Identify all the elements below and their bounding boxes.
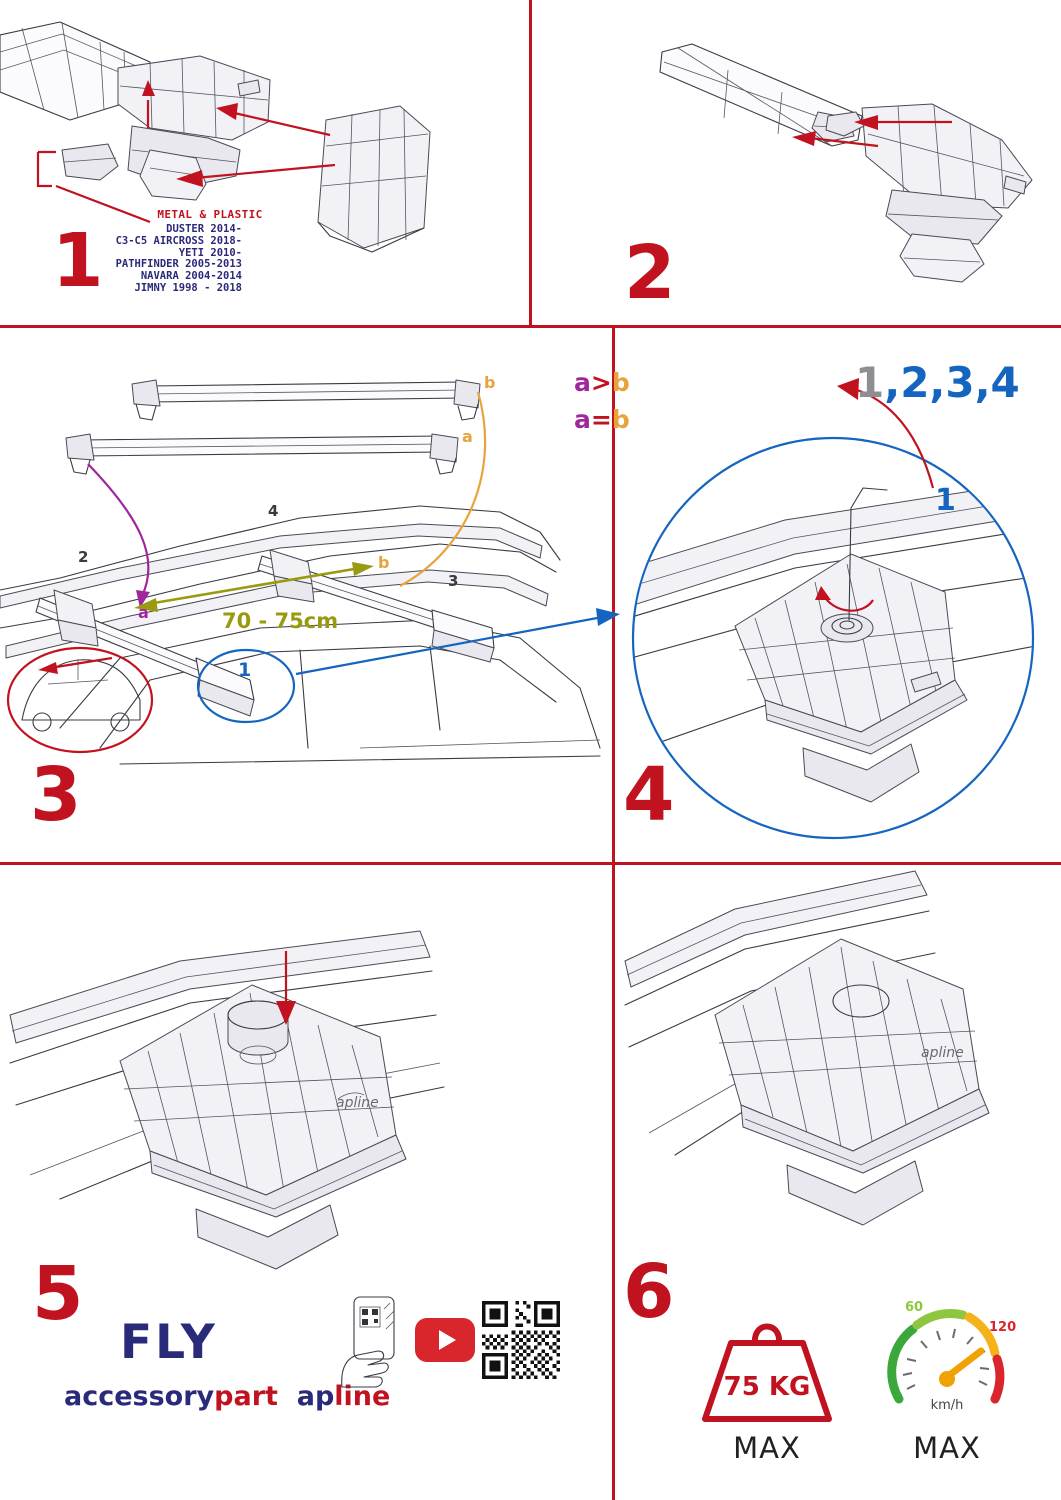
ratio-left: a: [574, 368, 591, 397]
step-5-panel: [0, 865, 612, 1500]
ratio-right: b: [611, 405, 630, 434]
brand-name: FLY: [120, 1315, 218, 1370]
brand-sub-part: part: [214, 1381, 278, 1412]
distance-label: 70 - 75cm: [222, 609, 339, 633]
step-3-panel: [0, 328, 612, 862]
label-b-top: b: [484, 373, 496, 392]
step-2-illustration: [532, 0, 1061, 325]
vehicle-item: DUSTER 2014-: [166, 223, 242, 235]
vehicle-item: JIMNY 1998 - 2018: [134, 281, 242, 294]
ratio-right: b: [611, 368, 630, 397]
ratio-op: >: [590, 368, 612, 397]
max-speed-label: MAX: [913, 1431, 981, 1465]
label-a-top: a: [462, 427, 473, 446]
step-1-panel: [0, 0, 529, 325]
step-number-2: 2: [624, 230, 676, 316]
gauge-unit: km/h: [930, 1398, 964, 1413]
step-3-illustration: [0, 328, 612, 862]
gauge-max-tick: 120: [989, 1320, 1017, 1335]
max-weight-value: 75 KG: [723, 1372, 811, 1402]
brand-embossed-logo: apline: [336, 1095, 379, 1111]
brand-embossed-logo: apline: [921, 1045, 964, 1061]
vehicle-item: C3-C5 AIRCROSS 2018-: [115, 234, 242, 247]
step-number-1: 1: [52, 218, 104, 304]
vehicle-item: YETI 2010-: [178, 246, 242, 259]
step-number-6: 6: [623, 1249, 675, 1335]
sequence-label: [855, 358, 1020, 407]
max-weight-icon: [697, 1303, 837, 1425]
bar-label-4: 4: [268, 502, 279, 520]
qr-scan-hand-icon: [334, 1295, 408, 1391]
gauge-min-tick: 60: [905, 1300, 924, 1315]
ratio-op: =: [590, 405, 612, 434]
step-number-5: 5: [32, 1251, 84, 1337]
step-4-illustration: [615, 328, 1061, 862]
bar-label-1: 1: [238, 659, 252, 681]
max-speed-gauge-icon: [877, 1291, 1017, 1427]
brand-sub-line: line: [334, 1381, 391, 1412]
step-5-illustration: [0, 865, 612, 1285]
step-6-illustration: [615, 865, 1061, 1265]
step-number-4: 4: [623, 752, 675, 838]
bar-label-3: 3: [448, 572, 459, 590]
metal-plastic-title: METAL & PLASTIC: [157, 208, 263, 221]
label-b-mid: b: [378, 553, 390, 572]
ratio-left: a: [574, 405, 591, 434]
youtube-icon[interactable]: [414, 1317, 476, 1363]
brand-sub-accessory: accessory: [64, 1381, 215, 1412]
vehicle-item: PATHFINDER 2005-2013: [115, 258, 242, 271]
step-4-panel: [615, 328, 1061, 862]
label-a-mid: a: [138, 603, 149, 622]
sequence-rest: ,2,3,4: [884, 358, 1020, 407]
callout-1: 1: [935, 483, 956, 518]
step-number-3: 3: [30, 752, 82, 838]
max-weight-label: MAX: [733, 1431, 801, 1465]
vehicle-item: NAVARA 2004-2014: [140, 270, 242, 282]
qr-code[interactable]: [482, 1301, 560, 1379]
brand-sub-ap: ap: [296, 1381, 335, 1412]
step-6-panel: [615, 865, 1061, 1500]
step-2-panel: [532, 0, 1061, 325]
bar-label-2: 2: [78, 548, 89, 566]
sequence-first: 1: [855, 358, 885, 407]
